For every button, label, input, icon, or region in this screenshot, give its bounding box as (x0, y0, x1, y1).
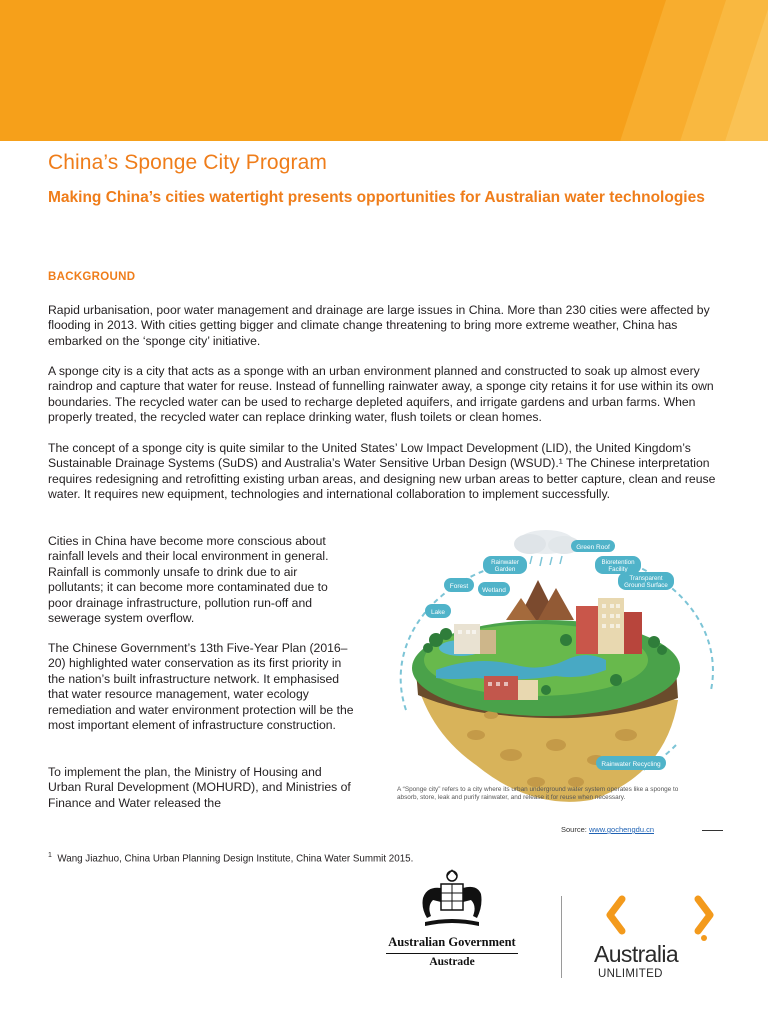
figure-source (561, 825, 654, 834)
label-rainwater-recycling (596, 756, 666, 770)
label-wetland (478, 582, 510, 596)
svg-text:Ground Surface: Ground Surface (624, 582, 668, 589)
label-rainwater-garden (483, 556, 527, 574)
brand-word: Australia (594, 941, 679, 967)
footnote (48, 852, 413, 864)
label-green-roof (571, 540, 615, 552)
label-forest (444, 578, 474, 592)
page-title: China’s Sponge City Program (48, 151, 327, 174)
gov-dept: Austrade (429, 956, 475, 968)
chevron-brackets-icon (588, 893, 728, 943)
brand-sub: UNLIMITED (598, 968, 663, 980)
sponge-city-illustration (366, 520, 738, 820)
label-transparent-ground-surface (618, 572, 674, 590)
svg-text:Bioretention: Bioretention (601, 559, 635, 566)
footnote-marker: 1 (48, 852, 52, 859)
paragraph: A sponge city is a city that acts as a sponge with an urban environment planned and constructed to soak up almost every raindrop and capture that water for reuse. Instead of funnelling rainwater away, a sponge city retains it for use within its own boundaries. The recycled water can be used to recharge depleted aquifers, and irrigate gardens and urban farms. When properly treated, the recycled water can replace drinking water, flush toilets or clean homes. (48, 364, 714, 425)
svg-text:Rainwater Recycling: Rainwater Recycling (601, 761, 661, 768)
australia-unlimited-logo (588, 893, 728, 988)
section-heading: BACKGROUND (48, 271, 136, 283)
coat-of-arms-icon (417, 868, 487, 932)
svg-text:Garden: Garden (494, 566, 516, 573)
svg-text:Green Roof: Green Roof (576, 544, 610, 551)
paragraph: Rapid urbanisation, poor water management and drainage are large issues in China. More than 230 cities were affected by flooding in 2013. With cities getting bigger and climate change threatening to bring more extreme weather, China has embarked on the ‘sponge city’ initiative. (48, 303, 710, 348)
figure-caption: A “Sponge city” refers to a city where its urban underground water system operates like a sponge to absorb, store, leak and purify rainwater, and release it for reuse when necessary. (397, 786, 679, 802)
header-banner (0, 0, 768, 141)
paragraph: Cities in China have become more conscious about rainfall levels and their local environment in general. Rainfall is commonly unsafe to drink due to air pollutants; it can become more contaminated due to poor drainage infrastructure, pollution run-off and sewerage system overflow. (48, 534, 329, 626)
paragraph: The Chinese Government’s 13th Five-Year Plan (2016–20) highlighted water conservation as its first priority in the nation’s built infrastructure network. It emphasised that water resource management, water ecology remediation and water environment protection will be the most important element of infrastructure construction. (48, 641, 354, 733)
source-rule (702, 830, 723, 831)
label-bioretention-facility (595, 556, 641, 574)
svg-text:Facility: Facility (608, 566, 628, 573)
logo-divider (561, 896, 562, 978)
paragraph: The concept of a sponge city is quite similar to the United States’ Low Impact Development (LID), the United Kingdom’s Sustainable Drainage Systems (SuDS) and Australia’s Water Sensitive Urban Design (WSUD).¹ The Chinese interpretation requires redesigning and retrofitting existing urban areas, and designing new urban areas to better capture, clean and reuse water. It requires new equipment, technologies and international collaboration to implement successfully. (48, 441, 716, 502)
source-link[interactable]: www.gochengdu.cn (588, 825, 654, 834)
label-lake (425, 604, 451, 618)
svg-text:Transparent: Transparent (629, 575, 663, 582)
paragraph: To implement the plan, the Ministry of Housing and Urban Rural Development (MOHURD), and Ministries of Finance and Water released the (48, 765, 351, 810)
australian-government-logo (384, 868, 520, 986)
gov-rule (386, 953, 518, 954)
svg-text:Wetland: Wetland (482, 587, 506, 594)
source-label: Source: (561, 825, 587, 834)
footnote-text: Wang Jiazhuo, China Urban Planning Design Institute, China Water Summit 2015. (57, 853, 414, 865)
svg-text:Rainwater: Rainwater (491, 559, 519, 566)
gov-name: Australian Government (388, 935, 516, 949)
svg-text:Lake: Lake (430, 609, 446, 616)
page-subtitle: Making China’s cities watertight presents opportunities for Australian water technologies (48, 189, 705, 206)
svg-text:Forest: Forest (449, 583, 469, 590)
